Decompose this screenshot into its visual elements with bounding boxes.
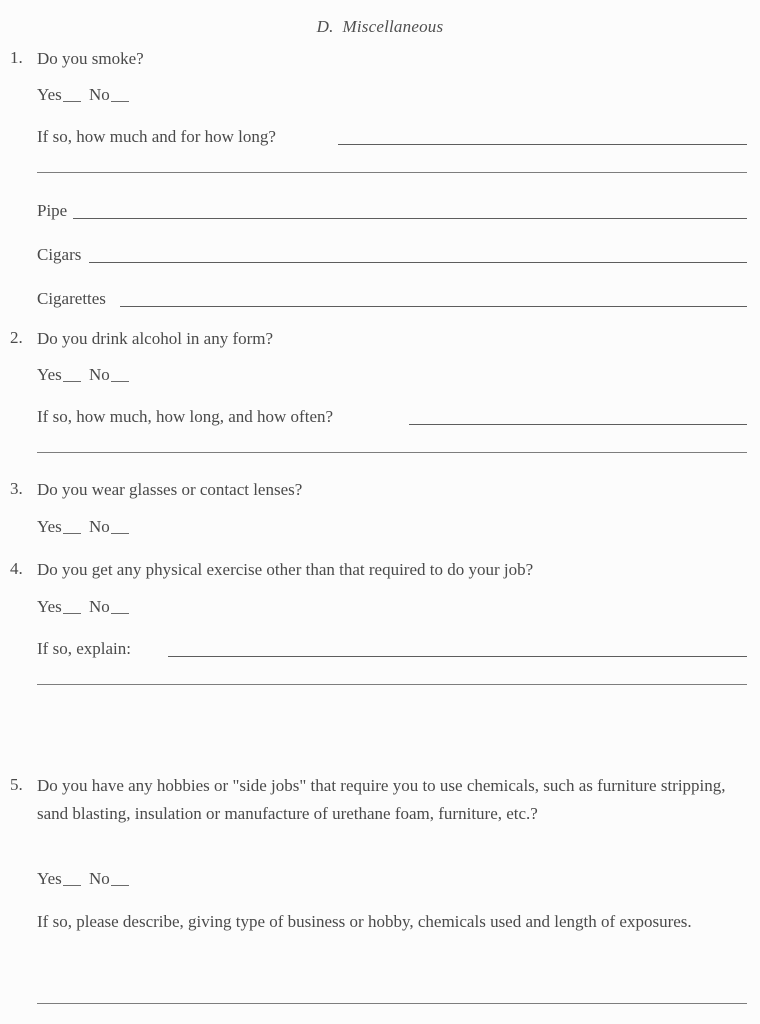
question-2-yes-label: Yes <box>37 365 62 384</box>
question-2-number: 2. <box>10 328 23 347</box>
question-1-item-cigars-label: Cigars <box>37 245 82 264</box>
question-4 <box>10 556 750 584</box>
question-1-text: Do you smoke? <box>37 49 144 68</box>
question-3-no-blank[interactable] <box>111 520 129 534</box>
question-3-no-label: No <box>89 517 110 536</box>
question-2-prompt: If so, how much, how long, and how often? <box>37 407 334 426</box>
question-5-no-blank[interactable] <box>111 872 129 886</box>
question-1-answer-line-2[interactable] <box>37 172 747 173</box>
question-5-text: Do you have any hobbies or "side jobs" that require you to use chemicals, such as furniture stripping, sand blasting, insulation or manufacture of urethane foam, furniture, etc.? <box>37 776 726 823</box>
question-1-item-cigars-line[interactable] <box>89 262 747 263</box>
question-2-answer-line-2[interactable] <box>37 452 747 453</box>
question-5 <box>10 772 742 828</box>
question-4-text: Do you get any physical exercise other than that required to do your job? <box>37 560 534 579</box>
question-3-yes-label: Yes <box>37 517 62 536</box>
question-2-no-label: No <box>89 365 110 384</box>
question-2 <box>10 325 750 353</box>
question-1-item-cigarettes-line[interactable] <box>120 306 747 307</box>
question-1-no-blank[interactable] <box>111 88 129 102</box>
question-1-number: 1. <box>10 48 23 67</box>
question-5-answer-line-1[interactable] <box>37 1003 747 1004</box>
question-4-yes-label: Yes <box>37 597 62 616</box>
question-3-number: 3. <box>10 479 23 498</box>
question-4-yesno <box>37 594 133 619</box>
question-4-answer-line-2[interactable] <box>37 684 747 685</box>
question-1-item-pipe-line[interactable] <box>73 218 747 219</box>
question-1-yes-blank[interactable] <box>63 88 81 102</box>
question-2-no-blank[interactable] <box>111 368 129 382</box>
question-3 <box>10 476 750 504</box>
question-2-answer-line-1[interactable] <box>409 424 747 425</box>
question-2-yes-blank[interactable] <box>63 368 81 382</box>
question-2-yesno <box>37 362 133 387</box>
question-1 <box>10 45 750 73</box>
question-1-yesno <box>37 82 133 107</box>
question-1-item-cigarettes-label: Cigarettes <box>37 289 106 308</box>
question-4-number: 4. <box>10 559 23 578</box>
question-3-yesno <box>37 514 133 539</box>
question-4-yes-blank[interactable] <box>63 600 81 614</box>
question-1-no-label: No <box>89 85 110 104</box>
section-heading: D. Miscellaneous <box>316 17 444 36</box>
question-3-text: Do you wear glasses or contact lenses? <box>37 480 303 499</box>
question-5-prompt: If so, please describe, giving type of business or hobby, chemicals used and length of exposures. <box>37 912 692 931</box>
question-5-yes-blank[interactable] <box>63 872 81 886</box>
question-5-yes-label: Yes <box>37 869 62 888</box>
question-1-item-pipe-label: Pipe <box>37 201 68 220</box>
question-4-no-blank[interactable] <box>111 600 129 614</box>
question-5-number: 5. <box>10 775 23 794</box>
question-5-yesno <box>37 866 133 891</box>
question-3-yes-blank[interactable] <box>63 520 81 534</box>
question-5-no-label: No <box>89 869 110 888</box>
question-4-no-label: No <box>89 597 110 616</box>
question-4-answer-line-1[interactable] <box>168 656 747 657</box>
question-2-text: Do you drink alcohol in any form? <box>37 329 274 348</box>
question-1-prompt: If so, how much and for how long? <box>37 127 276 146</box>
question-1-yes-label: Yes <box>37 85 62 104</box>
question-1-answer-line-1[interactable] <box>338 144 747 145</box>
question-4-prompt: If so, explain: <box>37 639 131 658</box>
